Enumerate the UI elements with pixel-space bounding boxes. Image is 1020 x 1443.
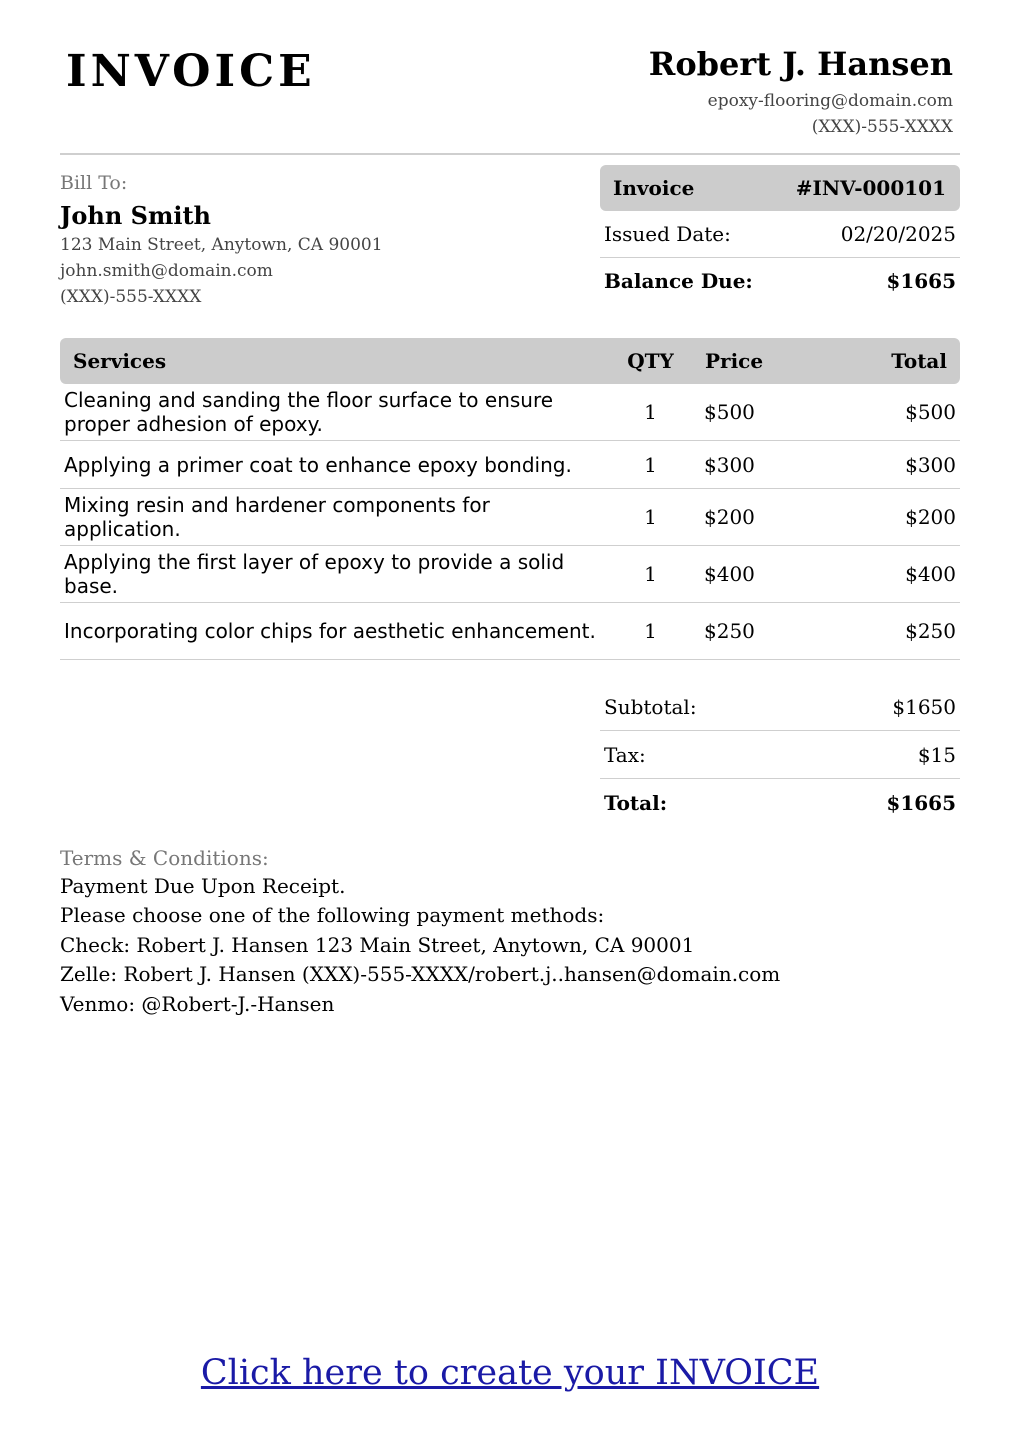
- issued-date-row: [600, 211, 960, 258]
- service-qty: 1: [644, 505, 657, 529]
- sender-phone: (XXX)-555-XXXX: [811, 117, 953, 137]
- service-qty: 1: [644, 619, 657, 643]
- service-total: $500: [905, 400, 956, 424]
- issued-date-label: Issued Date:: [604, 222, 731, 246]
- column-header-total: Total: [891, 349, 947, 373]
- client-name: John Smith: [60, 201, 211, 230]
- terms-label: Terms & Conditions:: [60, 846, 269, 870]
- client-email: john.smith@domain.com: [60, 261, 273, 281]
- issued-date-value: 02/20/2025: [840, 222, 956, 246]
- total-value: $1665: [886, 790, 956, 815]
- table-row: [60, 489, 960, 546]
- service-description: Applying the first layer of epoxy to provide a solid base.: [64, 550, 565, 598]
- invoice-title: INVOICE: [66, 46, 316, 97]
- terms-line: Payment Due Upon Receipt.: [60, 874, 346, 898]
- subtotal-label: Subtotal:: [604, 694, 697, 719]
- service-price: $400: [704, 562, 755, 586]
- services-table: [60, 338, 960, 660]
- service-total: $200: [905, 505, 956, 529]
- service-description: Cleaning and sanding the floor surface to ensure proper adhesion of epoxy.: [64, 388, 554, 436]
- sender-block: [649, 44, 953, 140]
- service-total: $400: [905, 562, 956, 586]
- service-total: $300: [905, 452, 956, 477]
- total-row: [600, 779, 960, 826]
- service-price: $300: [704, 452, 755, 477]
- balance-due-label: Balance Due:: [604, 269, 753, 293]
- bill-to-block: [60, 170, 560, 310]
- service-qty: 1: [644, 562, 657, 586]
- client-phone: (XXX)-555-XXXX: [60, 287, 202, 307]
- terms-line: Check: Robert J. Hansen 123 Main Street, Anytown, CA 90001: [60, 932, 695, 957]
- column-header-services: Services: [73, 349, 167, 373]
- column-header-qty: QTY: [627, 349, 674, 373]
- service-qty: 1: [644, 400, 657, 424]
- service-total: $250: [905, 619, 956, 643]
- service-description: Applying a primer coat to enhance epoxy bonding.: [64, 452, 572, 477]
- table-row: [60, 384, 960, 441]
- terms-block: [60, 844, 960, 1019]
- tax-value: $15: [917, 742, 956, 767]
- total-label: Total:: [604, 790, 668, 815]
- create-invoice-link[interactable]: Click here to create your INVOICE: [200, 1353, 820, 1393]
- subtotal-value: $1650: [892, 694, 956, 719]
- service-qty: 1: [644, 452, 657, 477]
- client-address: 123 Main Street, Anytown, CA 90001: [60, 235, 383, 255]
- table-row: [60, 603, 960, 660]
- terms-line: Venmo: @Robert-J.-Hansen: [60, 991, 335, 1016]
- bill-to-label: Bill To:: [60, 172, 128, 194]
- header-divider: [60, 153, 960, 155]
- invoice-page: [60, 0, 960, 1443]
- invoice-meta: [600, 165, 960, 304]
- terms-line: Please choose one of the following payment methods:: [60, 903, 605, 928]
- balance-due-row: [600, 258, 960, 304]
- service-price: $200: [704, 505, 755, 529]
- create-invoice-cta: [0, 1350, 1020, 1396]
- sender-name: Robert J. Hansen: [648, 45, 953, 83]
- table-row: [60, 441, 960, 489]
- sender-email: epoxy-flooring@domain.com: [707, 91, 953, 111]
- services-table-header: [60, 338, 960, 384]
- tax-label: Tax:: [604, 742, 646, 767]
- totals-block: [600, 683, 960, 826]
- service-description: Mixing resin and hardener components for application.: [64, 493, 490, 541]
- service-price: $250: [704, 619, 755, 643]
- invoice-number: #INV-000101: [795, 176, 946, 200]
- column-header-price: Price: [705, 349, 764, 373]
- balance-due-value: $1665: [886, 269, 956, 293]
- tax-row: [600, 731, 960, 779]
- subtotal-row: [600, 683, 960, 731]
- service-price: $500: [704, 400, 755, 424]
- terms-line: Zelle: Robert J. Hansen (XXX)-555-XXXX/robert.j..hansen@domain.com: [60, 962, 781, 987]
- table-row: [60, 546, 960, 603]
- service-description: Incorporating color chips for aesthetic enhancement.: [64, 619, 596, 643]
- invoice-label: Invoice: [613, 176, 695, 200]
- invoice-number-header: [600, 165, 960, 211]
